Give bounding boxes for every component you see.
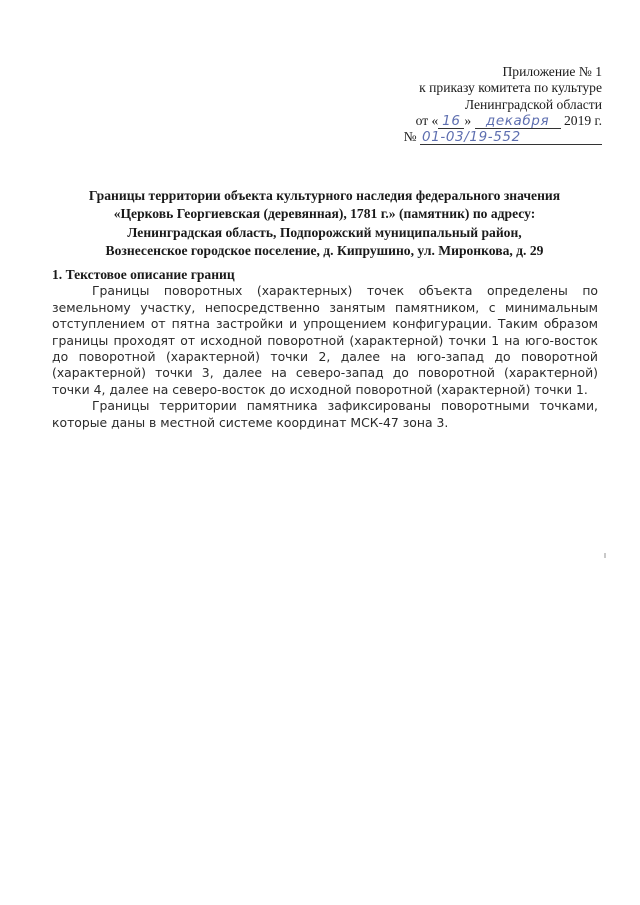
paragraph-coordinate-system: Границы территории памятника зафиксированы поворотными точками, которые даны в местной системе координат МСК-47 зона 3.	[52, 398, 598, 430]
document-title	[52, 187, 597, 260]
date-mid: »	[464, 112, 472, 128]
section-heading: 1. Текстовое описание границ	[52, 267, 235, 282]
handwritten-day: 16	[438, 115, 464, 129]
appendix-title: Приложение № 1	[502, 64, 602, 79]
boundary-description-section	[52, 267, 598, 431]
title-line-1: Границы территории объекта культурного наследия федерального значения	[88, 188, 561, 203]
handwritten-month: декабря	[475, 115, 561, 129]
date-year: 2019 г.	[563, 112, 602, 128]
appendix-date-line	[342, 113, 602, 129]
paragraph-boundary-description: Границы поворотных (характерных) точек объекта определены по земельному участку, непосредственно занятым памятником, с минимальным отступлением от пятна застройки и упрощением конфигурации. Таким образом границы проходят от исходной поворотной (характерной) точки 1 на юго-восток до поворотной (характерной) точки 2, далее на юго-запад до поворотной (характерной) точки 3, далее на северо-запад до поворотной (характерной) точки 4, далее на северо-восток до исходной поворотной (характерной) точки 1.	[52, 283, 598, 397]
title-line-3: Ленинградская область, Подпорожский муниципальный район,	[127, 224, 522, 240]
handwritten-number: 01-03/19-552	[420, 131, 602, 145]
appendix-number-line	[342, 129, 602, 145]
appendix-region: Ленинградской области	[464, 96, 602, 112]
number-prefix: №	[403, 129, 417, 145]
scan-speck	[604, 553, 606, 558]
date-prefix: от «	[415, 112, 439, 128]
appendix-header	[342, 64, 602, 145]
title-line-2: «Церковь Георгиевская (деревянная), 1781 г.» (памятник) по адресу:	[113, 206, 536, 222]
title-line-4: Вознесенское городское поселение, д. Кипрушино, ул. Миронкова, д. 29	[105, 242, 544, 258]
appendix-order-ref: к приказу комитета по культуре	[419, 80, 602, 96]
